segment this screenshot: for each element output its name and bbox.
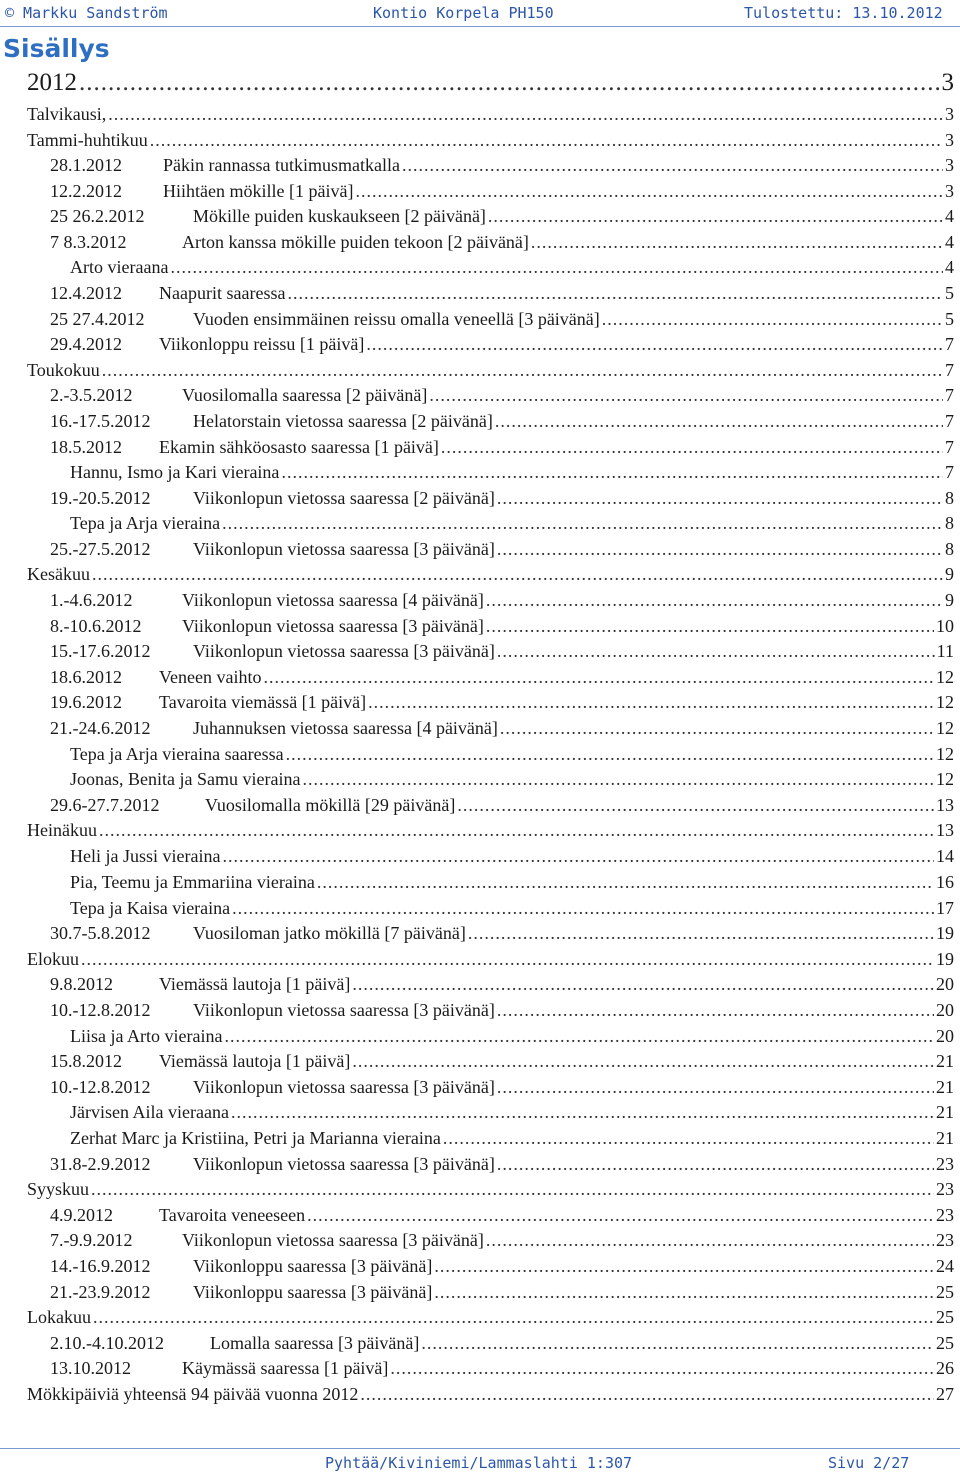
toc-leader-dots <box>497 1152 934 1176</box>
toc-entry-title: Tavaroita veneeseen <box>159 1205 306 1225</box>
toc-entry[interactable] <box>27 562 954 586</box>
toc-entry[interactable] <box>27 68 954 98</box>
toc-entry-title: Veneen vaihto <box>159 667 262 687</box>
toc-page-number: 11 <box>936 641 954 661</box>
toc-leader-dots <box>224 1024 934 1048</box>
toc-entry[interactable] <box>50 332 954 356</box>
toc-entry[interactable] <box>27 818 954 842</box>
toc-entry-label: 2012 <box>27 69 77 96</box>
toc-entry-title: Mökille puiden kuskaukseen [2 päivänä] <box>193 206 486 226</box>
toc-entry-title: Viikonlopun vietossa saaressa [3 päivänä] <box>193 641 495 661</box>
toc-page-number: 25 <box>936 1307 954 1327</box>
toc-entry[interactable] <box>27 128 954 152</box>
toc-page-number: 9 <box>945 564 954 584</box>
toc-entry[interactable] <box>50 1331 954 1355</box>
toc-entry-date: 16.-17.5.2012 <box>50 411 151 431</box>
toc-entry-title: Vuoden ensimmäinen reissu omalla veneellä [3 päivänä] <box>193 309 600 329</box>
toc-entry[interactable] <box>27 1177 954 1201</box>
toc-entry-label: Liisa ja Arto vieraina <box>70 1026 223 1046</box>
toc-page-number: 3 <box>945 104 954 124</box>
toc-entry[interactable] <box>27 947 954 971</box>
toc-entry[interactable] <box>50 435 954 459</box>
toc-entry-label: Zerhat Marc ja Kristiina, Petri ja Marianna vieraina <box>70 1128 441 1148</box>
toc-entry-label: Pia, Teemu ja Emmariina vieraina <box>70 872 315 892</box>
toc-page-number: 19 <box>936 949 954 969</box>
toc-entry[interactable] <box>50 1152 954 1176</box>
toc-page-number: 5 <box>945 309 954 329</box>
toc-entry-title: Viikonlopun vietossa saaressa [3 päivänä] <box>193 1077 495 1097</box>
toc-entry[interactable] <box>27 1382 954 1406</box>
toc-leader-dots <box>486 614 934 638</box>
toc-page-number: 12 <box>936 744 954 764</box>
toc-entry-title: Tavaroita viemässä [1 päivä] <box>159 692 367 712</box>
toc-leader-dots <box>602 307 943 331</box>
toc-entry-date: 12.2.2012 <box>50 181 122 201</box>
toc-page-number: 17 <box>936 898 954 918</box>
toc-entry[interactable] <box>70 767 954 791</box>
toc-leader-dots <box>286 742 934 766</box>
toc-entry-label: Arto vieraana <box>70 257 169 277</box>
toc-leader-dots <box>368 690 934 714</box>
toc-leader-dots <box>108 102 943 126</box>
toc-page-number: 20 <box>936 974 954 994</box>
toc-entry-date: 25.-27.5.2012 <box>50 539 151 559</box>
toc-entry-title: Arton kanssa mökille puiden tekoon [2 päivänä] <box>182 232 529 252</box>
toc-entry[interactable] <box>70 896 954 920</box>
toc-page-number: 14 <box>936 846 954 866</box>
toc-entry-date: 18.6.2012 <box>50 667 122 687</box>
toc-entry[interactable] <box>50 998 954 1022</box>
toc-page-number: 7 <box>945 385 954 405</box>
toc-page-number: 7 <box>945 334 954 354</box>
toc-entry-date: 4.9.2012 <box>50 1205 113 1225</box>
toc-leader-dots <box>457 793 934 817</box>
toc-leader-dots <box>366 332 943 356</box>
toc-leader-dots <box>443 1126 934 1150</box>
toc-entry[interactable] <box>50 639 954 663</box>
toc-leader-dots <box>287 281 943 305</box>
toc-entry-label: Tepa ja Arja vieraina saaressa <box>70 744 284 764</box>
toc-page-number: 27 <box>936 1384 954 1404</box>
toc-entry[interactable] <box>50 307 954 331</box>
toc-page-number: 12 <box>936 718 954 738</box>
toc-entry-date: 31.8-2.9.2012 <box>50 1154 151 1174</box>
toc-entry-date: 18.5.2012 <box>50 437 122 457</box>
toc-leader-dots <box>231 1100 934 1124</box>
toc-entry[interactable] <box>50 204 954 228</box>
toc-page-number: 13 <box>936 795 954 815</box>
toc-leader-dots <box>93 1305 934 1329</box>
toc-leader-dots <box>486 1228 934 1252</box>
footer-page-number: Sivu 2/27 <box>828 1454 910 1472</box>
toc-page-number: 7 <box>945 411 954 431</box>
toc-entry-label: Syyskuu <box>27 1179 90 1199</box>
toc-title: Sisällys <box>3 34 110 63</box>
toc-leader-dots <box>232 896 934 920</box>
toc-entry-label: Järvisen Aila vieraana <box>70 1102 229 1122</box>
toc-leader-dots <box>99 818 934 842</box>
toc-leader-dots <box>429 383 943 407</box>
toc-page-number: 7 <box>945 360 954 380</box>
toc-entry-title: Helatorstain vietossa saaressa [2 päivänä] <box>193 411 493 431</box>
toc-entry[interactable] <box>50 665 954 689</box>
toc-leader-dots <box>486 588 943 612</box>
toc-entry-date: 25 27.4.2012 <box>50 309 145 329</box>
toc-entry-date: 30.7-5.8.2012 <box>50 923 151 943</box>
toc-entry[interactable] <box>50 716 954 740</box>
toc-entry-date: 19.6.2012 <box>50 692 122 712</box>
toc-leader-dots <box>302 767 934 791</box>
toc-page-number: 21 <box>936 1128 954 1148</box>
toc-page-number: 25 <box>936 1282 954 1302</box>
toc-entry-date: 21.-24.6.2012 <box>50 718 151 738</box>
toc-entry-date: 15.-17.6.2012 <box>50 641 151 661</box>
toc-leader-dots <box>360 1382 934 1406</box>
toc-leader-dots <box>488 204 943 228</box>
toc-page-number: 21 <box>936 1077 954 1097</box>
toc-entry[interactable] <box>50 1280 954 1304</box>
toc-entry-title: Viikonlopun vietossa saaressa [3 päivänä] <box>193 1154 495 1174</box>
toc-entry[interactable] <box>50 383 954 407</box>
toc-leader-dots <box>281 460 943 484</box>
toc-entry[interactable] <box>50 921 954 945</box>
toc-entry[interactable] <box>50 1254 954 1278</box>
toc-entry[interactable] <box>70 511 954 535</box>
toc-entry[interactable] <box>70 742 954 766</box>
toc-leader-dots <box>434 1280 934 1304</box>
toc-leader-dots <box>497 1075 934 1099</box>
header-author: © Markku Sandström <box>5 4 168 22</box>
toc-entry[interactable] <box>50 614 954 638</box>
toc-entry-label: Tepa ja Kaisa vieraina <box>70 898 231 918</box>
toc-entry-label: Lokakuu <box>27 1307 91 1327</box>
toc-leader-dots <box>317 870 934 894</box>
toc-entry-label: Heli ja Jussi vieraina <box>70 846 221 866</box>
toc-entry-label: Hannu, Ismo ja Kari vieraina <box>70 462 280 482</box>
toc-page-number: 12 <box>936 667 954 687</box>
toc-page-number: 7 <box>945 437 954 457</box>
toc-leader-dots <box>92 562 943 586</box>
footer-divider <box>0 1448 960 1449</box>
toc-page-number: 23 <box>936 1230 954 1250</box>
toc-entry-title: Viikonlopun vietossa saaressa [3 päivänä] <box>182 616 484 636</box>
toc-leader-dots <box>497 639 935 663</box>
toc-leader-dots <box>81 947 934 971</box>
toc-entry-date: 10.-12.8.2012 <box>50 1077 151 1097</box>
toc-entry-date: 2.10.-4.10.2012 <box>50 1333 164 1353</box>
toc-entry-date: 8.-10.6.2012 <box>50 616 142 636</box>
toc-page-number: 8 <box>945 539 954 559</box>
toc-page-number: 3 <box>941 69 954 96</box>
toc-page-number: 23 <box>936 1179 954 1199</box>
toc-entry-date: 1.-4.6.2012 <box>50 590 133 610</box>
toc-leader-dots <box>468 921 934 945</box>
toc-leader-dots <box>307 1203 934 1227</box>
toc-entry-label: Tammi-huhtikuu <box>27 130 148 150</box>
toc-entry[interactable] <box>50 690 954 714</box>
toc-entry-title: Viikonlopun vietossa saaressa [4 päivänä] <box>182 590 484 610</box>
toc-entry-label: Kesäkuu <box>27 564 90 584</box>
toc-entry-date: 13.10.2012 <box>50 1358 131 1378</box>
toc-entry-date: 7 8.3.2012 <box>50 232 127 252</box>
toc-entry[interactable] <box>70 460 954 484</box>
toc-entry-date: 7.-9.9.2012 <box>50 1230 133 1250</box>
toc-leader-dots <box>421 1331 934 1355</box>
toc-entry-title: Lomalla saaressa [3 päivänä] <box>210 1333 420 1353</box>
toc-page-number: 21 <box>936 1051 954 1071</box>
toc-page-number: 21 <box>936 1102 954 1122</box>
toc-entry-date: 29.6-27.7.2012 <box>50 795 160 815</box>
toc-entry-title: Viemässä lautoja [1 päivä] <box>159 1051 351 1071</box>
toc-entry[interactable] <box>50 153 954 177</box>
toc-leader-dots <box>222 511 943 535</box>
toc-page-number: 23 <box>936 1205 954 1225</box>
footer-location: Pyhtää/Kiviniemi/Lammaslahti 1:307 <box>325 1454 633 1472</box>
toc-entry[interactable] <box>70 870 954 894</box>
toc-entry-label: Toukokuu <box>27 360 100 380</box>
toc-entry-title: Hiihtäen mökille [1 päivä] <box>163 181 354 201</box>
toc-entry-title: Vuosilomalla mökillä [29 päivänä] <box>205 795 456 815</box>
header-title: Kontio Korpela PH150 <box>373 4 554 22</box>
toc-entry-title: Vuosiloman jatko mökillä [7 päivänä] <box>193 923 466 943</box>
toc-entry[interactable] <box>27 102 954 126</box>
toc-leader-dots <box>497 998 934 1022</box>
toc-entry[interactable] <box>50 409 954 433</box>
toc-entry[interactable] <box>50 588 954 612</box>
toc-entry-date: 21.-23.9.2012 <box>50 1282 151 1302</box>
toc-leader-dots <box>222 844 934 868</box>
toc-page-number: 3 <box>945 155 954 175</box>
toc-entry-title: Viikonlopun vietossa saaressa [3 päivänä] <box>193 1000 495 1020</box>
toc-page-number: 9 <box>945 590 954 610</box>
toc-leader-dots <box>355 179 943 203</box>
toc-page-number: 4 <box>945 232 954 252</box>
toc-leader-dots <box>441 435 943 459</box>
toc-leader-dots <box>170 255 943 279</box>
toc-page-number: 8 <box>945 513 954 533</box>
toc-entry-label: Elokuu <box>27 949 79 969</box>
toc-entry[interactable] <box>70 1126 954 1150</box>
toc-entry[interactable] <box>50 793 954 817</box>
toc-page-number: 19 <box>936 923 954 943</box>
toc-entry-date: 25 26.2.2012 <box>50 206 145 226</box>
toc-leader-dots <box>352 1049 934 1073</box>
toc-entry[interactable] <box>50 486 954 510</box>
toc-entry[interactable] <box>50 1049 954 1073</box>
toc-entry[interactable] <box>70 1100 954 1124</box>
toc-entry-title: Viemässä lautoja [1 päivä] <box>159 974 351 994</box>
toc-entry-title: Vuosilomalla saaressa [2 päivänä] <box>182 385 428 405</box>
toc-leader-dots <box>495 409 943 433</box>
toc-entry-date: 15.8.2012 <box>50 1051 122 1071</box>
toc-entry-title: Viikonloppu saaressa [3 päivänä] <box>193 1256 433 1276</box>
toc-entry[interactable] <box>50 281 954 305</box>
toc-entry[interactable] <box>50 230 954 254</box>
toc-entry[interactable] <box>70 844 954 868</box>
toc-entry-label: Talvikausi, <box>27 104 107 124</box>
toc-leader-dots <box>497 537 943 561</box>
toc-entry[interactable] <box>27 1305 954 1329</box>
toc-entry-label: Tepa ja Arja vieraina <box>70 513 221 533</box>
toc-leader-dots <box>500 716 934 740</box>
toc-page-number: 24 <box>936 1256 954 1276</box>
toc-entry[interactable] <box>50 537 954 561</box>
toc-page-number: 10 <box>936 616 954 636</box>
toc-page-number: 20 <box>936 1000 954 1020</box>
toc-leader-dots <box>402 153 943 177</box>
toc-leader-dots <box>263 665 934 689</box>
toc-entry-date: 9.8.2012 <box>50 974 113 994</box>
toc-page-number: 16 <box>936 872 954 892</box>
toc-entry[interactable] <box>70 1024 954 1048</box>
toc-page-number: 3 <box>945 130 954 150</box>
toc-page-number: 8 <box>945 488 954 508</box>
toc-page-number: 3 <box>945 181 954 201</box>
toc-entry-label: Joonas, Benita ja Samu vieraina <box>70 769 301 789</box>
toc-entry-title: Viikonloppu saaressa [3 päivänä] <box>193 1282 433 1302</box>
toc-entry-date: 28.1.2012 <box>50 155 122 175</box>
toc-entry-title: Päkin rannassa tutkimusmatkalla <box>163 155 400 175</box>
toc-leader-dots <box>150 128 943 152</box>
header-printed-date: Tulostettu: 13.10.2012 <box>744 4 943 22</box>
toc-page-number: 26 <box>936 1358 954 1378</box>
toc-entry[interactable] <box>50 1228 954 1252</box>
toc-entry-date: 2.-3.5.2012 <box>50 385 133 405</box>
toc-entry-label: Mökkipäiviä yhteensä 94 päivää vuonna 2012 <box>27 1384 359 1404</box>
toc-page-number: 23 <box>936 1154 954 1174</box>
toc-entry-title: Käymässä saaressa [1 päivä] <box>182 1358 389 1378</box>
toc-entry-title: Viikonloppu reissu [1 päivä] <box>159 334 365 354</box>
toc-page-number: 13 <box>936 820 954 840</box>
toc-entry[interactable] <box>50 1356 954 1380</box>
toc-entry-title: Viikonlopun vietossa saaressa [3 päivänä] <box>193 539 495 559</box>
page-footer <box>0 1452 960 1478</box>
toc-entry-date: 10.-12.8.2012 <box>50 1000 151 1020</box>
toc-leader-dots <box>79 68 940 98</box>
toc-entry[interactable] <box>50 1075 954 1099</box>
toc-entry-title: Viikonlopun vietossa saaressa [3 päivänä] <box>182 1230 484 1250</box>
toc-leader-dots <box>390 1356 934 1380</box>
toc-entry[interactable] <box>70 255 954 279</box>
toc-entry-title: Ekamin sähköosasto saaressa [1 päivä] <box>159 437 439 457</box>
toc-entry-title: Viikonlopun vietossa saaressa [2 päivänä] <box>193 488 495 508</box>
toc-entry[interactable] <box>50 1203 954 1227</box>
toc-leader-dots <box>352 972 934 996</box>
toc-leader-dots <box>434 1254 934 1278</box>
toc-page-number: 20 <box>936 1026 954 1046</box>
toc-page-number: 12 <box>936 769 954 789</box>
toc-leader-dots <box>497 486 943 510</box>
toc-entry-date: 12.4.2012 <box>50 283 122 303</box>
toc-page-number: 7 <box>945 462 954 482</box>
toc-entry-title: Naapurit saaressa <box>159 283 286 303</box>
toc-entry-date: 14.-16.9.2012 <box>50 1256 151 1276</box>
toc-entry[interactable] <box>50 972 954 996</box>
toc-entry-date: 19.-20.5.2012 <box>50 488 151 508</box>
toc-entry[interactable] <box>50 179 954 203</box>
toc-entry-label: Heinäkuu <box>27 820 97 840</box>
toc-page-number: 4 <box>945 206 954 226</box>
toc-entry[interactable] <box>27 358 954 382</box>
toc-leader-dots <box>102 358 943 382</box>
toc-entry-date: 29.4.2012 <box>50 334 122 354</box>
toc-page-number: 5 <box>945 283 954 303</box>
toc-leader-dots <box>531 230 943 254</box>
toc-page-number: 12 <box>936 692 954 712</box>
toc-page-number: 25 <box>936 1333 954 1353</box>
toc-page-number: 4 <box>945 257 954 277</box>
toc-entry-title: Juhannuksen vietossa saaressa [4 päivänä] <box>193 718 498 738</box>
toc-leader-dots <box>91 1177 934 1201</box>
